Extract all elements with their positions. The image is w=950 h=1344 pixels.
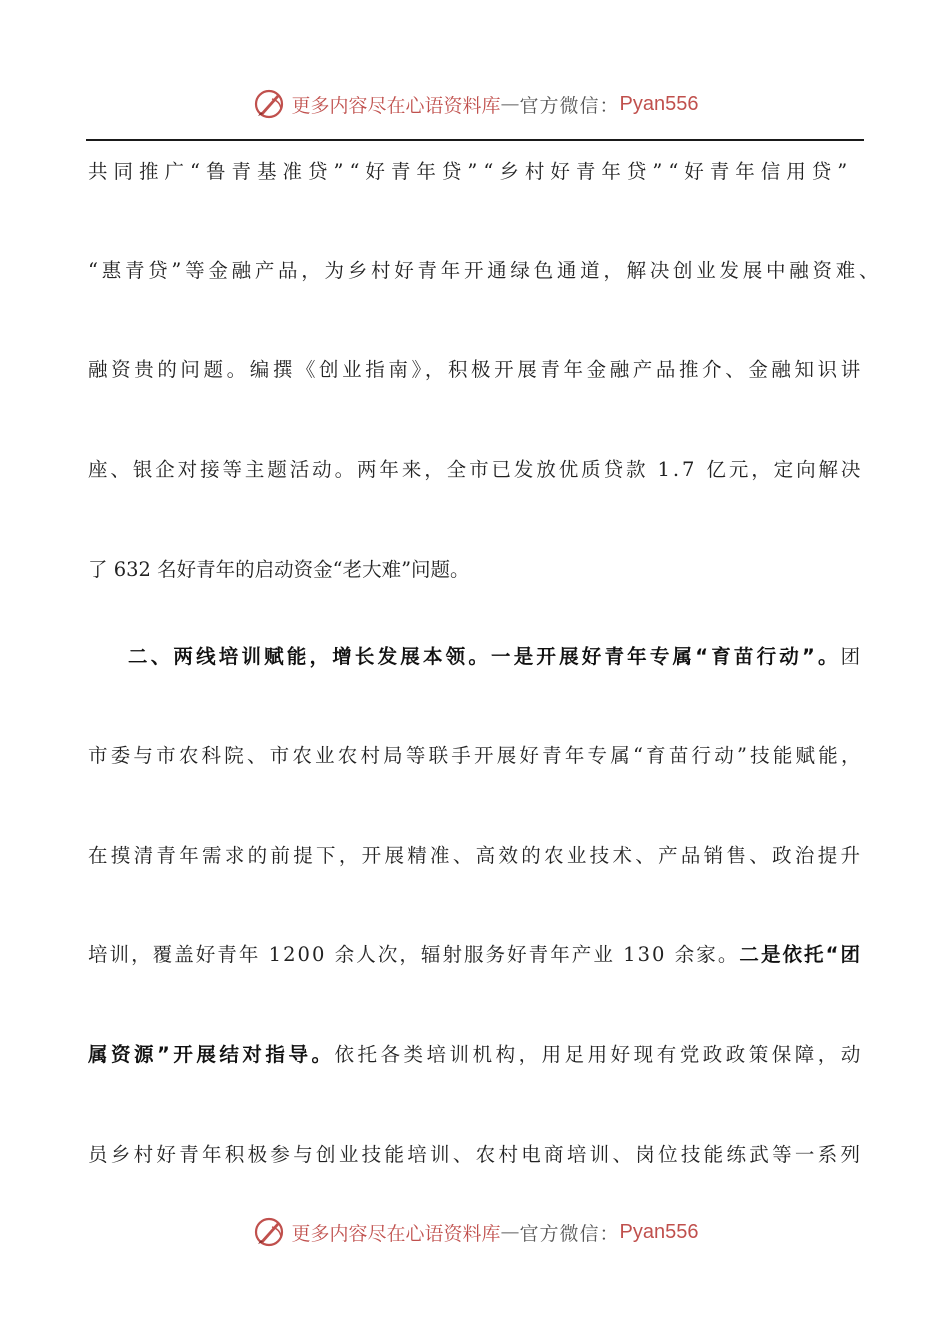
- text-segment: 融资贵的问题。编撰《创业指南》，积极开展青年金融产品推介、金融知识讲: [88, 358, 864, 381]
- body-line: [88, 157, 853, 187]
- text-segment: 了 632 名好青年的启动资金“老大难”问题。: [88, 558, 470, 581]
- bold-text-segment: 二是依托“团: [739, 943, 863, 966]
- body-line: [88, 555, 470, 585]
- body-line: [88, 455, 863, 485]
- header-banner: [0, 84, 950, 124]
- body-line: [88, 841, 863, 871]
- footer-banner: [0, 1212, 950, 1252]
- text-segment: 团: [840, 645, 864, 668]
- header-text: [292, 91, 699, 118]
- footer-wechat-id: Pyan556: [619, 1220, 699, 1243]
- header-wechat-label: 官方微信：: [519, 94, 620, 117]
- text-segment: 培训，覆盖好青年 1200 余人次，辐射服务好青年产业 130 余家。: [88, 943, 740, 966]
- footer-dash: —: [500, 1221, 520, 1243]
- body-line: [88, 1040, 864, 1070]
- text-segment: 依托各类培训机构，用足用好现有党政政策保障，动: [334, 1043, 864, 1066]
- header-site-name: 更多内容尽在心语资料库: [291, 94, 501, 117]
- footer-text: [292, 1219, 699, 1246]
- body-line: [88, 355, 864, 385]
- footer-site-name: 更多内容尽在心语资料库: [291, 1222, 501, 1245]
- header-rule: [86, 139, 864, 141]
- text-segment: 共同推广“鲁青基准贷”“好青年贷”“乡村好青年贷”“好青年信用贷”: [88, 160, 854, 183]
- bold-text-segment: 属资源”开展结对指导。: [88, 1043, 335, 1066]
- text-segment: “惠青贷”等金融产品，为乡村好青年开通绿色通道，解决创业发展中融资难、: [88, 259, 883, 282]
- body-line: [88, 256, 882, 286]
- text-segment: 员乡村好青年积极参与创业技能培训、农村电商培训、岗位技能练武等一系列: [88, 1143, 864, 1166]
- body-line: [88, 940, 862, 970]
- quill-logo-icon: [252, 87, 286, 121]
- body-line: [88, 1140, 863, 1170]
- header-dash: —: [500, 93, 520, 115]
- text-segment: 市委与市农科院、市农业农村局等联手开展好青年专属“育苗行动”技能赋能，: [88, 744, 864, 767]
- body-line: [88, 741, 864, 771]
- text-segment: 在摸清青年需求的前提下，开展精准、高效的农业技术、产品销售、政治提升: [88, 844, 864, 867]
- bold-text-segment: 二、两线培训赋能，增长发展本领。一是开展好青年专属“育苗行动”。: [128, 645, 841, 668]
- text-segment: 座、银企对接等主题活动。两年来，全市已发放优质贷款 1.7 亿元，定向解决: [88, 458, 864, 481]
- quill-logo-icon: [252, 1215, 286, 1249]
- footer-wechat-label: 官方微信：: [519, 1222, 620, 1245]
- header-wechat-id: Pyan556: [619, 92, 699, 115]
- body-line: [128, 642, 863, 672]
